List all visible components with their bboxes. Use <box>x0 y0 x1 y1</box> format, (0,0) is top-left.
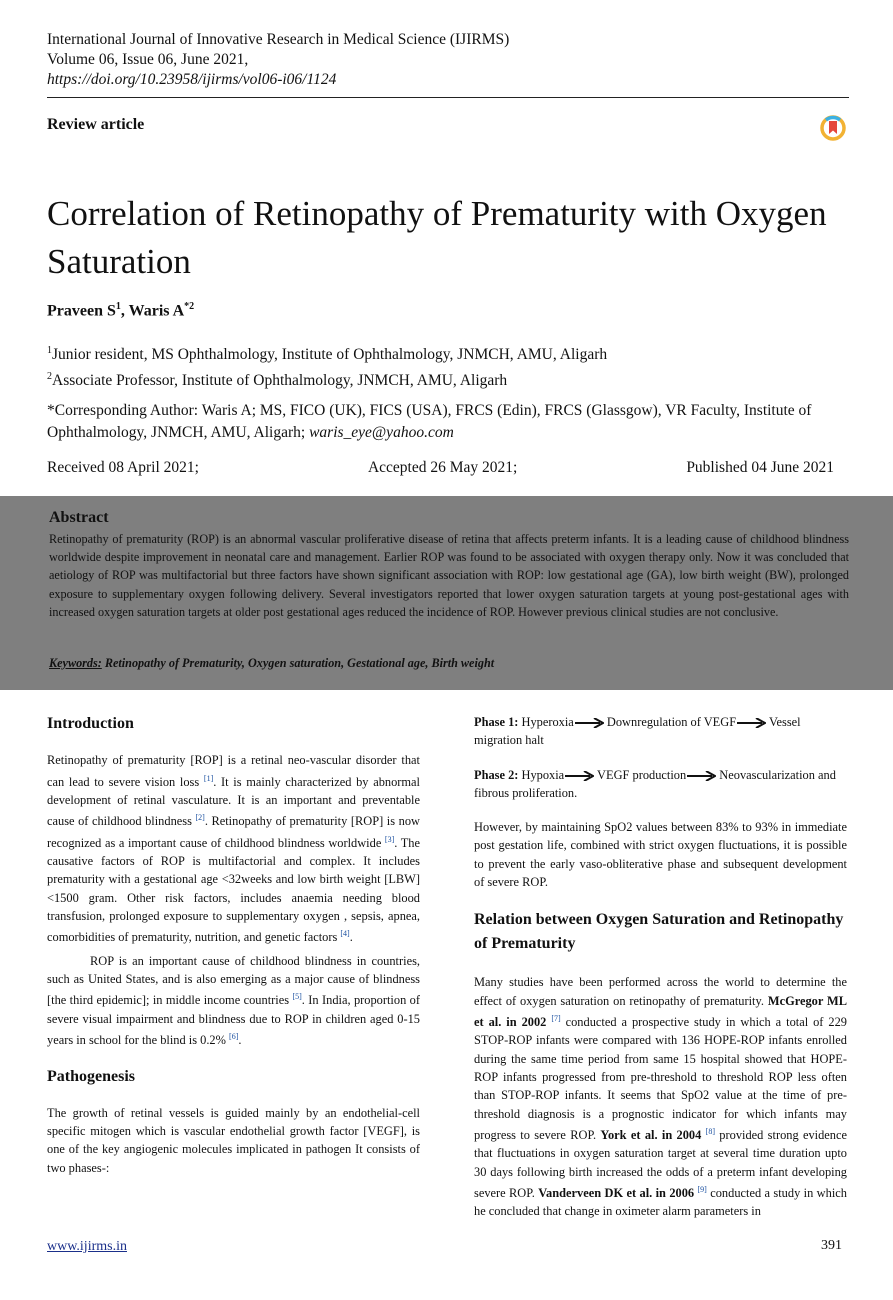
journal-header <box>47 30 847 90</box>
keywords-list: Retinopathy of Prematurity, Oxygen saturation, Gestational age, Birth weight <box>101 656 495 670</box>
keywords <box>49 656 494 671</box>
author-2-sup: *2 <box>184 301 195 312</box>
phase-1-label: Phase 1: <box>474 715 519 729</box>
author-separator: , <box>120 302 129 320</box>
article-dates <box>47 459 834 477</box>
affiliation-1-sup: 1 <box>47 345 52 356</box>
phase-2: Phase 2: Hypoxia VEGF production Neovascularization and fibrous proliferation. <box>474 767 836 800</box>
bookmark-badge-icon[interactable] <box>820 115 846 141</box>
affiliation-2-sup: 2 <box>47 371 52 383</box>
phase-1: Phase 1: Hyperoxia Downregulation of VEGF Vessel migration halt <box>474 715 801 748</box>
keywords-label: Keywords: <box>49 656 102 670</box>
intro-paragraph-2: ROP is an important cause of childhood blindness in countries, such as United States, and is also emerging as a major cause of blindness [the third epidemic]; in middle income countries [5]. In India, proportion of severe visual impairment and blindness due to ROP in children aged 0-15 years in school for the blind is 0.2% [6]. <box>47 953 420 1048</box>
ref-6[interactable]: [6] <box>229 1032 239 1042</box>
pathogenesis-paragraph: The growth of retinal vessels is guided mainly by an endothelial-cell specific mitogen which is vascular endothelial growth factor [VEGF], is one of the key angiogenic molecules implicated in pathogen It consists of two phases-: <box>47 1105 420 1175</box>
study-mcgregor: McGregor ML et al. in 2002 <box>474 993 847 1030</box>
article-title: Correlation of Retinopathy of Prematurity with Oxygen Saturation <box>47 194 827 281</box>
arrow-right-icon <box>686 771 716 781</box>
ref-5[interactable]: [5] <box>292 992 302 1002</box>
corresponding-email[interactable]: waris_eye@yahoo.com <box>309 424 454 441</box>
header-divider <box>47 97 849 98</box>
author-1: Praveen S <box>47 302 116 320</box>
received-date: Received 08 April 2021; <box>47 459 199 476</box>
ref-4[interactable]: [4] <box>340 929 350 939</box>
study-york: York et al. in 2004 <box>600 1128 702 1142</box>
article-type: Review article <box>47 116 145 133</box>
ref-3[interactable]: [3] <box>384 834 395 844</box>
relation-paragraph: Many studies have been performed across the world to determine the effect of oxygen saturation on retinopathy of prematurity. McGregor ML et al. in 2002 [7] conducted a prospective study in which a total of 229 STOP-ROP infants were compared with 136 HOPE-ROP infants enrolled during the same time period from same 15 hospital showed that HOPE-ROP infants progressed from pre-threshold to threshold ROP less often than STOP-ROP infants. It seems that SpO2 value at the time of pre-threshold diagnosis is a prognostic indicator for which infants may progress to severe ROP. York et al. in 2004 [8] provided strong evidence that fluctuations in oxygen saturation target at several time duration upto 30 days following birth increased the odds of a preterm infant developing severe ROP. Vanderveen DK et al. in 2006 [9] conducted a study in which he concluded that change in oximeter alarm parameters in <box>474 975 848 1219</box>
page-number: 391 <box>821 1238 842 1253</box>
author-list <box>47 301 194 320</box>
ref-1[interactable]: [1] <box>203 773 214 783</box>
arrow-right-icon <box>736 718 766 728</box>
ref-2[interactable]: [2] <box>195 813 205 823</box>
ref-8[interactable]: [8] <box>705 1126 715 1136</box>
ref-7[interactable]: [7] <box>551 1013 561 1023</box>
relation-heading: Relation between Oxygen Saturation and Retinopathy of Prematurity <box>474 911 844 953</box>
phase-2-label: Phase 2: <box>474 767 519 782</box>
author-2: Waris A <box>128 302 185 320</box>
abstract-heading: Abstract <box>49 509 109 526</box>
accepted-date: Accepted 26 May 2021; <box>367 459 518 476</box>
abstract-text: Retinopathy of prematurity (ROP) is an abnormal vascular proliferative disease of retina that affects preterm infants. It is a leading cause of childhood blindness worldwide despite improvement in neonatal care and management. Earlier ROP was found to be associated with oxygen therapy only. Now it was concluded that aetiology of ROP was multifactorial but three factors have shown significant association with ROP: low gestational age (GA), low birth weight (BW), prolonged exposure to supplementary oxygen following delivery. Several investigators reported that lower oxygen saturation targets at young post-gestational ages with increased oxygen saturation targets at older post gestational ages reduced the incidence of ROP. However previous clinical studies are not conclusive. <box>49 532 849 619</box>
left-column <box>47 715 420 1177</box>
pathogenesis-heading: Pathogenesis <box>47 1067 135 1085</box>
affiliation-2 <box>47 366 847 392</box>
journal-name: International Journal of Innovative Research in Medical Science (IJIRMS) <box>47 31 510 48</box>
journal-volume: Volume 06, Issue 06, June 2021, <box>47 51 249 68</box>
study-vanderveen: Vanderveen DK et al. in 2006 <box>538 1186 695 1201</box>
spo2-paragraph: However, by maintaining SpO2 values between 83% to 93% in immediate post gestation life, combined with strict oxygen fluctuations, it is possible to prevent the early vaso-obliterative phase and subsequent development of severe ROP. <box>474 820 847 890</box>
author-1-sup: 1 <box>115 301 121 312</box>
intro-paragraph-1: Retinopathy of prematurity [ROP] is a retinal neo-vascular disorder that can lead to severe vision loss [1]. It is mainly characterized by abnormal development of retinal vasculature. It is an important and preventable cause of childhood blindness [2]. Retinopathy of prematurity [ROP] is now recognized as a important cause of childhood blindness worldwide [3]. The causative factors of ROP is multifactorial and complex. It includes prematurity with a gestational age <32weeks and low birth weight [LBW] <1500 gram. Other risk factors, includes anaemia needing blood transfusion, prolonged exposure to supplementary oxygen , sepsis, apnea, comorbidities of prematurity, nutrition, and genetic factors [4]. <box>47 753 420 945</box>
affiliations <box>47 340 847 392</box>
intro-heading: Introduction <box>47 715 134 732</box>
corresponding-author <box>47 400 847 444</box>
doi-link[interactable]: https://doi.org/10.23958/ijirms/vol06-i06/1124 <box>47 71 337 88</box>
published-date: Published 04 June 2021 <box>686 459 834 476</box>
arrow-right-icon <box>574 718 604 728</box>
affiliation-1-text: Junior resident, MS Ophthalmology, Institute of Ophthalmology, JNMCH, AMU, Aligarh <box>52 346 608 364</box>
affiliation-2-text: Associate Professor, Institute of Ophthalmology, JNMCH, AMU, Aligarh <box>52 372 508 390</box>
affiliation-1 <box>47 340 847 366</box>
footer-website-link[interactable]: www.ijirms.in <box>47 1239 127 1254</box>
arrow-right-icon <box>564 771 594 781</box>
corresponding-text: *Corresponding Author: Waris A; MS, FICO (UK), FICS (USA), FRCS (Edin), FRCS (Glassgow), VR Faculty, Institute of Ophthalmology, JNMCH, AMU, Aligarh; <box>47 402 812 441</box>
ref-9[interactable]: [9] <box>697 1184 707 1194</box>
right-column <box>474 713 847 1221</box>
